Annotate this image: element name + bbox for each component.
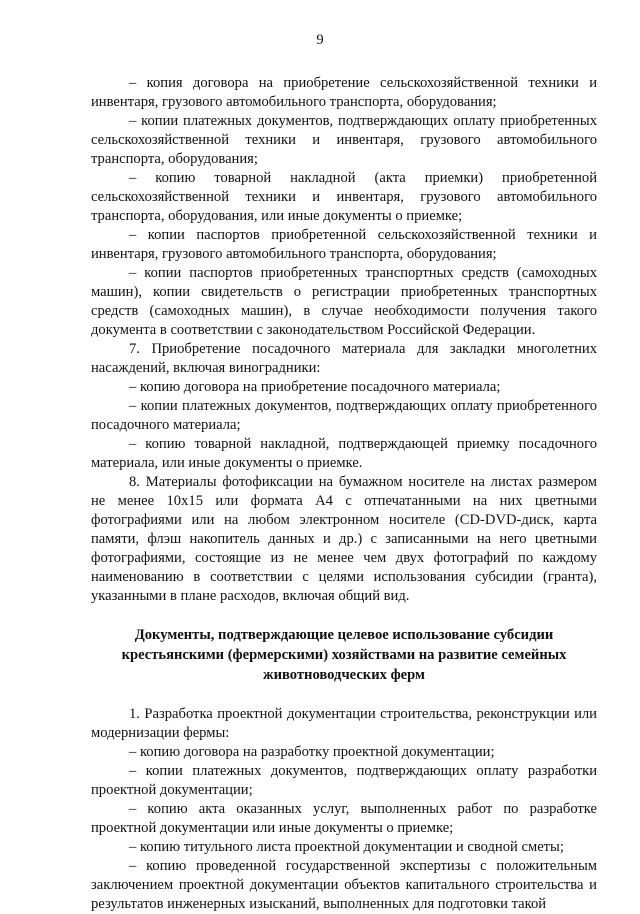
paragraph-item-1: 1. Разработка проектной документации строительства, реконструкции или модернизации фермы:	[91, 706, 597, 741]
section-heading: Документы, подтверждающие целевое использование субсидии крестьянскими (фермерскими) хозяйствами на развитие семейных животноводческих ферм	[121, 627, 567, 683]
page-number: 9	[316, 32, 324, 48]
paragraph-state-expertise: – копию проведенной государственной экспертизы с положительным заключением проектной документации объектов капитального строительства и результатов инженерных изысканий, выполненных для подготовки такой	[91, 858, 597, 912]
spacer	[91, 606, 597, 625]
spacer	[91, 685, 597, 705]
document-body	[91, 74, 597, 914]
paragraph-vehicle-passports: – копии паспортов приобретенных транспортных средств (самоходных машин), копии свидетельств о регистрации приобретенных транспортных средств (самоходных машин), в случае необходимости получения такого документа в соответствии с законодательством Российской Федерации.	[91, 265, 597, 338]
paragraph-title-page: – копию титульного листа проектной документации и сводной сметы;	[129, 839, 564, 855]
paragraph-planting-contract: – копию договора на приобретение посадочного материала;	[129, 379, 501, 395]
paragraph-passports: – копии паспортов приобретенной сельскохозяйственной техники и инвентаря, грузового автомобильного транспорта, оборудования;	[91, 227, 597, 262]
paragraph-planting-payment: – копии платежных документов, подтверждающих оплату приобретенного посадочного материала;	[91, 398, 597, 433]
paragraph-payment-docs: – копии платежных документов, подтверждающих оплату приобретенных сельскохозяйственной техники и инвентаря, грузового автомобильного транспорта, оборудования;	[91, 113, 597, 167]
paragraph-planting-waybill: – копию товарной накладной, подтверждающей приемку посадочного материала, или иные документы о приемке.	[91, 436, 597, 471]
paragraph-waybill: – копию товарной накладной (акта приемки) приобретенной сельскохозяйственной техники и инвентаря, грузового автомобильного транспорта, оборудования, или иные документы о приемке;	[91, 170, 597, 224]
paragraph-design-payment: – копии платежных документов, подтверждающих оплату разработки проектной документации;	[91, 763, 597, 798]
paragraph-item-7: 7. Приобретение посадочного материала для закладки многолетних насаждений, включая виноградники:	[91, 341, 597, 376]
paragraph-contract-copy: – копия договора на приобретение сельскохозяйственной техники и инвентаря, грузового автомобильного транспорта, оборудования;	[91, 75, 597, 110]
paragraph-design-contract: – копию договора на разработку проектной документации;	[129, 744, 495, 760]
paragraph-design-act: – копию акта оказанных услуг, выполненных работ по разработке проектной документации или иные документы о приемке;	[91, 801, 597, 836]
paragraph-item-8: 8. Материалы фотофиксации на бумажном носителе на листах размером не менее 10х15 или формата А4 с отпечатанными на них цветными фотографиями или на любом электронном носителе (CD-DVD-диск, карта памяти, флэш накопитель данных и др.) с записанными на него цветными фотографиями, состоящие из не менее чем двух фотографий по каждому наименованию в соответствии с целями использования субсидии (гранта), указанными в плане расходов, включая общий вид.	[91, 474, 597, 604]
